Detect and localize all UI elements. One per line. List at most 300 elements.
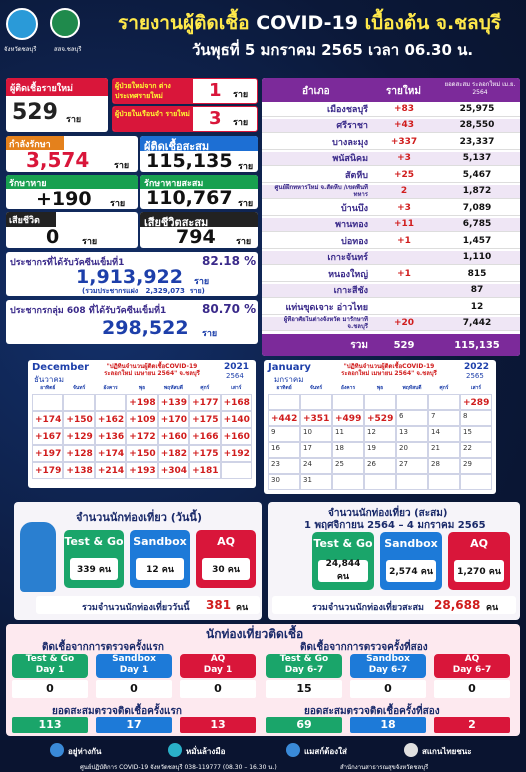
district-total: 7,089 xyxy=(462,202,492,213)
day-case-count: +174 xyxy=(35,415,62,425)
calendar-day xyxy=(332,458,364,474)
district-total: 23,337 xyxy=(459,136,495,147)
recovered-total-value: 110,767 xyxy=(146,187,233,209)
calendar-day xyxy=(268,474,300,490)
district-name: แท่นขุดเจาะ อ่าวไทย xyxy=(285,302,368,313)
total-label: รวมจำนวนนักท่องเที่ยววันนี้ xyxy=(82,603,190,613)
calendar-day xyxy=(460,458,492,474)
tourist-box-value: 12 คน xyxy=(136,558,184,580)
treating-box xyxy=(6,136,138,172)
day-case-count: +182 xyxy=(160,449,188,459)
col-district: อำเภอ xyxy=(302,86,330,97)
vax1-note: (รวมประชากรแฝง 2,329,073 ราย) xyxy=(82,287,205,295)
unit: ราย xyxy=(202,329,218,339)
district-total: 28,550 xyxy=(459,120,495,131)
overseas-label: ผู้ป่วยใหม่จาก ต่างประเทศรายใหม่ xyxy=(113,79,193,103)
day-number: 31 xyxy=(303,476,312,484)
district-name: ศรีราชา xyxy=(336,121,368,132)
day-case-count: +150 xyxy=(129,449,156,459)
calendar-day xyxy=(158,411,189,428)
day-case-count: +198 xyxy=(129,398,156,408)
footer-contact: ศูนย์ปฏิบัติการ COVID-19 จังหวัดชลบุรี 038-119777 (08.30 – 16.30 น.) xyxy=(80,764,277,771)
chip-line2: Day 6-7 xyxy=(452,665,492,675)
district-name: พนัสนิคม xyxy=(332,154,368,165)
infected-value: 0 xyxy=(350,680,426,698)
infected-chip xyxy=(350,654,426,678)
calendar-day xyxy=(32,445,63,462)
table-total-row xyxy=(262,334,520,356)
vax1-box xyxy=(6,252,258,296)
district-name: บ้านบึง xyxy=(340,203,368,214)
total-unit: คน xyxy=(486,603,499,613)
day-case-count: +167 xyxy=(35,432,62,442)
district-name: เกาะสีชัง xyxy=(333,286,368,297)
day-case-count: +197 xyxy=(35,449,62,459)
tourist-cum-total xyxy=(272,596,516,614)
calendar-day xyxy=(126,462,157,479)
table-row xyxy=(262,267,520,282)
deaths-value: 0 xyxy=(46,226,60,248)
day-number: 16 xyxy=(271,444,280,452)
table-row xyxy=(262,102,520,117)
day-case-count: +160 xyxy=(223,432,250,442)
vax608-label: ประชากรกลุ่ม 608 ที่ได้รับวัคซีนเข็มที่1 xyxy=(10,306,167,316)
district-total: 6,785 xyxy=(462,219,492,230)
cum-infected-value: 2 xyxy=(434,717,510,733)
jan-subtitle: "ปฏิทินจำนวนผู้ติดเชื้อCOVID-19 ระลอกใหม่ เมษายน 2564" จ.ชลบุรี xyxy=(341,363,437,377)
infected-chip xyxy=(12,654,88,678)
deaths-label: เสียชีวิต xyxy=(6,212,56,227)
calendar-day xyxy=(396,474,428,490)
day-case-count: +139 xyxy=(160,398,188,408)
day-number: 23 xyxy=(271,460,280,468)
unit: ราย xyxy=(66,115,82,125)
chip-line1: Test & Go xyxy=(25,654,75,664)
day-case-count: +529 xyxy=(367,414,394,424)
recovered-label: รักษาหาย xyxy=(6,175,138,189)
day-number: 20 xyxy=(399,444,408,452)
tourist-today-title: จำนวนนักท่องเที่ยว (วันนี้) xyxy=(76,511,202,524)
day-number: 26 xyxy=(367,460,376,468)
calendar-day xyxy=(63,394,94,411)
day-case-count: +166 xyxy=(192,432,219,442)
overseas-value: 1 xyxy=(209,80,222,101)
col-new: รายใหม่ xyxy=(386,86,421,97)
tourist-cum-panel xyxy=(268,502,520,620)
day-case-count: +170 xyxy=(160,415,188,425)
day-number: 15 xyxy=(463,428,472,436)
district-total: 1,872 xyxy=(462,186,492,197)
table-row xyxy=(262,185,520,200)
district-name: เกาะจันทร์ xyxy=(327,253,368,264)
chip-line2: Day 1 xyxy=(203,665,233,675)
footer-icon xyxy=(168,743,182,757)
footer-item-label: แมสก์ต้องใส่ xyxy=(304,747,347,756)
day-case-count: +192 xyxy=(223,449,250,459)
prison-label: ผู้ป่วยในเรือนจำ รายใหม่ xyxy=(113,107,193,131)
calendar-day xyxy=(300,442,332,458)
cumulative-label: ผู้ติดเชื้อสะสม xyxy=(140,136,258,151)
calendar-day xyxy=(189,462,220,479)
calendar-day xyxy=(300,458,332,474)
dec-month: December xyxy=(32,362,90,373)
jan-month-th: มกราคม xyxy=(274,375,304,384)
deaths-total-label: เสียชีวิตสะสม xyxy=(140,212,258,227)
weekday-label: อังคาร xyxy=(340,385,356,391)
district-name: บางละมุง xyxy=(332,137,368,148)
calendar-day xyxy=(364,458,396,474)
tourist-box xyxy=(64,530,124,588)
dec-year-th: 2564 xyxy=(226,372,244,380)
calendar-day xyxy=(221,411,252,428)
tourist-box-name: Test & Go xyxy=(64,535,124,548)
calendar-day xyxy=(460,442,492,458)
district-total: 5,467 xyxy=(462,169,492,180)
footer-facebook: สำนักงานสาธารณสุขจังหวัดชลบุรี xyxy=(340,764,429,771)
cum-infected-value: 18 xyxy=(350,717,426,733)
table-row xyxy=(262,251,520,266)
vax1-label: ประชากรที่ได้รับวัคซีนเข็มที่1 xyxy=(10,258,125,268)
district-total: 7,442 xyxy=(462,318,492,329)
infected-chip xyxy=(266,654,342,678)
table-header xyxy=(262,78,520,102)
district-total: 815 xyxy=(467,268,487,279)
calendar-day xyxy=(396,394,428,410)
report-date: วันพุธที่ 5 มกราคม 2565 เวลา 06.30 น. xyxy=(192,41,474,59)
calendar-day xyxy=(189,445,220,462)
table-row xyxy=(262,300,520,315)
cum-first-label: ยอดสะสมตรวจติดเชื้อครั้งแรก xyxy=(52,706,182,717)
calendar-day xyxy=(300,410,332,426)
calendar-day xyxy=(221,445,252,462)
tourist-box-value: 24,844 คน xyxy=(318,560,368,582)
district-name: เมืองชลบุรี xyxy=(327,104,368,115)
calendar-day xyxy=(126,428,157,445)
recovered-value: +190 xyxy=(36,188,92,209)
vax608-box xyxy=(6,300,258,344)
weekday-label: เสาร์ xyxy=(470,385,482,391)
tourist-box xyxy=(130,530,190,588)
calendar-day xyxy=(63,462,94,479)
infected-value: 0 xyxy=(96,680,172,698)
vax608-percent: 80.70 % xyxy=(202,302,257,316)
day-case-count: +179 xyxy=(35,466,62,476)
unit: ราย xyxy=(82,237,98,247)
district-table xyxy=(262,78,520,356)
chip-line2: Day 1 xyxy=(119,665,149,675)
calendar-day xyxy=(63,428,94,445)
district-new: +1 xyxy=(397,235,411,246)
new-cases-box xyxy=(6,78,108,132)
day-case-count: +351 xyxy=(303,414,330,424)
day-number: 28 xyxy=(431,460,440,468)
vax608-value: 298,522 xyxy=(102,317,189,339)
total-new: 529 xyxy=(393,339,415,351)
day-number: 11 xyxy=(335,428,344,436)
infected-title: นักท่องเที่ยวติดเชื้อ xyxy=(206,627,304,641)
chip-line1: Sandbox xyxy=(112,654,156,664)
weekday-label: ศุกร์ xyxy=(200,385,210,391)
calendar-day xyxy=(364,426,396,442)
weekday-label: พฤหัสบดี xyxy=(163,385,183,391)
prison-value: 3 xyxy=(209,108,222,129)
dec-subtitle: "ปฏิทินจำนวนผู้ติดเชื้อCOVID-19 ระลอกใหม่ เมษายน 2564" จ.ชลบุรี xyxy=(104,363,200,377)
day-case-count: +175 xyxy=(192,449,219,459)
calendar-day xyxy=(189,428,220,445)
day-number: 13 xyxy=(399,428,408,436)
cum-infected-value: 113 xyxy=(12,717,88,733)
table-row xyxy=(262,119,520,134)
tourist-box-value: 2,574 คน xyxy=(386,560,436,582)
total-all: 115,135 xyxy=(454,339,500,351)
district-name: ศูนย์ฝึกทหารใหม่ จ.สัตหีบ /เขตพื้นที่ทหาร xyxy=(274,184,368,199)
day-number: 14 xyxy=(431,428,440,436)
unit: ราย xyxy=(114,161,130,171)
day-number: 27 xyxy=(399,460,408,468)
infected-value: 0 xyxy=(12,680,88,698)
calendar-day xyxy=(189,394,220,411)
calendar-day xyxy=(126,394,157,411)
day-case-count: +168 xyxy=(223,398,250,408)
calendar-day xyxy=(158,445,189,462)
chip-line1: AQ xyxy=(210,654,226,664)
district-total: 12 xyxy=(470,301,484,312)
tourist-today-panel xyxy=(14,502,262,620)
day-number: 29 xyxy=(463,460,472,468)
overseas-box xyxy=(112,78,258,104)
day-number: 9 xyxy=(271,428,276,436)
day-case-count: +172 xyxy=(129,432,156,442)
calendar-day xyxy=(364,410,396,426)
calendar-day xyxy=(364,474,396,490)
calendar-december xyxy=(28,360,256,488)
footer-icon xyxy=(286,743,300,757)
moph-logo-icon xyxy=(50,8,80,38)
chip-line2: Day 6-7 xyxy=(368,665,408,675)
tourist-infected-panel xyxy=(6,624,520,736)
day-case-count: +162 xyxy=(97,415,125,425)
day-case-count: +214 xyxy=(97,466,125,476)
calendar-day xyxy=(189,411,220,428)
tourist-box xyxy=(312,532,374,590)
district-new: +25 xyxy=(393,169,415,180)
weekday-label: อาทิตย์ xyxy=(276,385,292,391)
unit: ราย xyxy=(233,90,249,100)
calendar-day xyxy=(32,428,63,445)
dec-month-th: ธันวาคม xyxy=(34,375,64,384)
chip-line1: AQ xyxy=(464,654,480,664)
table-row xyxy=(262,201,520,216)
day-case-count: +140 xyxy=(223,415,250,425)
calendar-day xyxy=(95,428,126,445)
tourist-box-name: Sandbox xyxy=(133,535,187,548)
chip-line1: Sandbox xyxy=(366,654,410,664)
calendar-day xyxy=(126,445,157,462)
day-case-count: +442 xyxy=(271,414,298,424)
col-total: ยอดสะสม ระลอกใหม่ เม.ย. 2564 xyxy=(444,81,516,96)
calendar-day xyxy=(158,394,189,411)
day-number: 24 xyxy=(303,460,312,468)
day-case-count: +138 xyxy=(66,466,93,476)
jan-month: January xyxy=(268,362,311,373)
day-case-count: +177 xyxy=(192,398,219,408)
cum-infected-value: 13 xyxy=(180,717,256,733)
recovered-total-label: รักษาหายสะสม xyxy=(140,175,258,189)
district-new: +3 xyxy=(397,202,411,213)
day-case-count: +175 xyxy=(192,415,219,425)
day-case-count: +109 xyxy=(129,415,156,425)
infected-value: 15 xyxy=(266,680,342,698)
calendar-day xyxy=(428,458,460,474)
calendar-day xyxy=(396,458,428,474)
calendar-day xyxy=(396,410,428,426)
tourist-box-name: AQ xyxy=(217,535,235,548)
day-number: 10 xyxy=(303,428,312,436)
calendar-day xyxy=(95,394,126,411)
district-total: 87 xyxy=(470,285,484,296)
chip-line2: Day 1 xyxy=(35,665,65,675)
unit: ราย xyxy=(236,237,252,247)
new-cases-label: ผู้ติดเชื้อรายใหม่ xyxy=(6,78,108,96)
unit: ราย xyxy=(110,199,126,209)
day-case-count: +136 xyxy=(97,432,125,442)
treating-value: 3,574 xyxy=(26,148,90,172)
district-name: บ่อทอง xyxy=(341,236,368,247)
calendar-day xyxy=(460,474,492,490)
day-case-count: +181 xyxy=(192,466,219,476)
calendar-day xyxy=(428,474,460,490)
day-case-count: +129 xyxy=(66,432,93,442)
total-unit: คน xyxy=(236,603,249,613)
day-number: 22 xyxy=(463,444,472,452)
calendar-day xyxy=(396,426,428,442)
prison-box xyxy=(112,106,258,132)
calendar-day xyxy=(268,458,300,474)
vax1-percent: 82.18 % xyxy=(202,254,257,268)
day-case-count: +289 xyxy=(463,398,490,408)
tourist-box-name: Sandbox xyxy=(384,537,438,550)
unit: ราย xyxy=(238,162,254,172)
calendar-day xyxy=(332,474,364,490)
district-new: 2 xyxy=(400,186,408,197)
tourist-box-name: Test & Go xyxy=(313,537,373,550)
chonburi-seal-icon xyxy=(6,8,38,40)
district-total: 1,110 xyxy=(462,252,492,263)
calendar-day xyxy=(428,394,460,410)
table-row xyxy=(262,168,520,183)
table-row xyxy=(262,135,520,150)
calendar-day xyxy=(158,462,189,479)
day-case-count: +174 xyxy=(97,449,125,459)
calendar-day xyxy=(428,426,460,442)
calendar-day xyxy=(428,410,460,426)
calendar-day xyxy=(300,474,332,490)
calendar-day xyxy=(268,394,300,410)
dec-year: 2021 xyxy=(224,362,250,372)
calendar-day xyxy=(32,462,63,479)
new-cases-value: 529 xyxy=(12,100,58,125)
logo2-caption: สสจ.ชลบุรี xyxy=(54,46,82,53)
cum-second-label: ยอดสะสมตรวจติดเชื้อครั้งที่สอง xyxy=(304,706,440,717)
day-number: 8 xyxy=(463,412,468,420)
tourist-today-total xyxy=(36,596,260,614)
tourist-box-name: AQ xyxy=(470,537,488,550)
calendar-day xyxy=(268,410,300,426)
day-number: 21 xyxy=(431,444,440,452)
total-value: 381 xyxy=(206,598,232,612)
total-value: 28,688 xyxy=(434,598,481,612)
infected-value: 0 xyxy=(434,680,510,698)
weekday-label: พุธ xyxy=(376,385,384,391)
infected-chip xyxy=(96,654,172,678)
calendar-day xyxy=(268,426,300,442)
table-row xyxy=(262,152,520,167)
tourist-box-value: 1,270 คน xyxy=(454,560,504,582)
calendar-day xyxy=(221,394,252,411)
district-total: 5,137 xyxy=(462,153,492,164)
day-case-count: +160 xyxy=(160,432,188,442)
calendar-day xyxy=(32,394,63,411)
calendar-day xyxy=(364,394,396,410)
day-case-count: +193 xyxy=(129,466,156,476)
weekday-label: จันทร์ xyxy=(309,385,323,391)
calendar-day xyxy=(268,442,300,458)
calendar-day xyxy=(63,411,94,428)
day-number: 19 xyxy=(367,444,376,452)
footer-icon xyxy=(50,743,64,757)
deaths-box xyxy=(6,212,138,248)
day-number: 18 xyxy=(335,444,344,452)
calendar-day xyxy=(460,394,492,410)
weekday-label: อังคาร xyxy=(103,385,118,391)
calendar-day xyxy=(332,442,364,458)
district-new: +337 xyxy=(390,136,418,147)
calendar-day xyxy=(95,411,126,428)
calendar-day xyxy=(460,410,492,426)
day-number: 30 xyxy=(271,476,280,484)
weekday-label: เสาร์ xyxy=(231,385,242,391)
table-row xyxy=(262,317,520,332)
calendar-day xyxy=(428,442,460,458)
recovered-box xyxy=(6,175,138,209)
day-case-count: +304 xyxy=(160,466,188,476)
footer xyxy=(0,740,526,772)
unit: ราย xyxy=(194,277,210,287)
infected-value: 0 xyxy=(180,680,256,698)
day-case-count: +128 xyxy=(66,449,93,459)
district-new: +11 xyxy=(393,219,415,230)
district-new: +1 xyxy=(397,268,411,279)
district-new: +43 xyxy=(393,120,415,131)
calendar-day xyxy=(300,394,332,410)
calendar-day xyxy=(364,442,396,458)
tourist-box-value: 339 คน xyxy=(70,558,118,580)
calendar-january xyxy=(264,360,496,494)
district-new: +20 xyxy=(393,318,415,329)
total-label: รวม xyxy=(350,339,368,351)
weekday-label: ศุกร์ xyxy=(439,385,449,391)
day-number: 12 xyxy=(367,428,376,436)
tourist-box xyxy=(380,532,442,590)
calendar-day xyxy=(332,426,364,442)
district-total: 1,457 xyxy=(462,235,492,246)
calendar-day xyxy=(95,445,126,462)
unit: ราย xyxy=(238,199,254,209)
table-row xyxy=(262,234,520,249)
tourist-cum-title: จำนวนนักท่องเที่ยว (สะสม) xyxy=(328,508,448,519)
vax1-value: 1,913,922 xyxy=(76,266,183,288)
page-title: รายงานผู้ติดเชื้อ COVID-19 เบื้องต้น จ.ชลบุรี xyxy=(118,12,501,34)
